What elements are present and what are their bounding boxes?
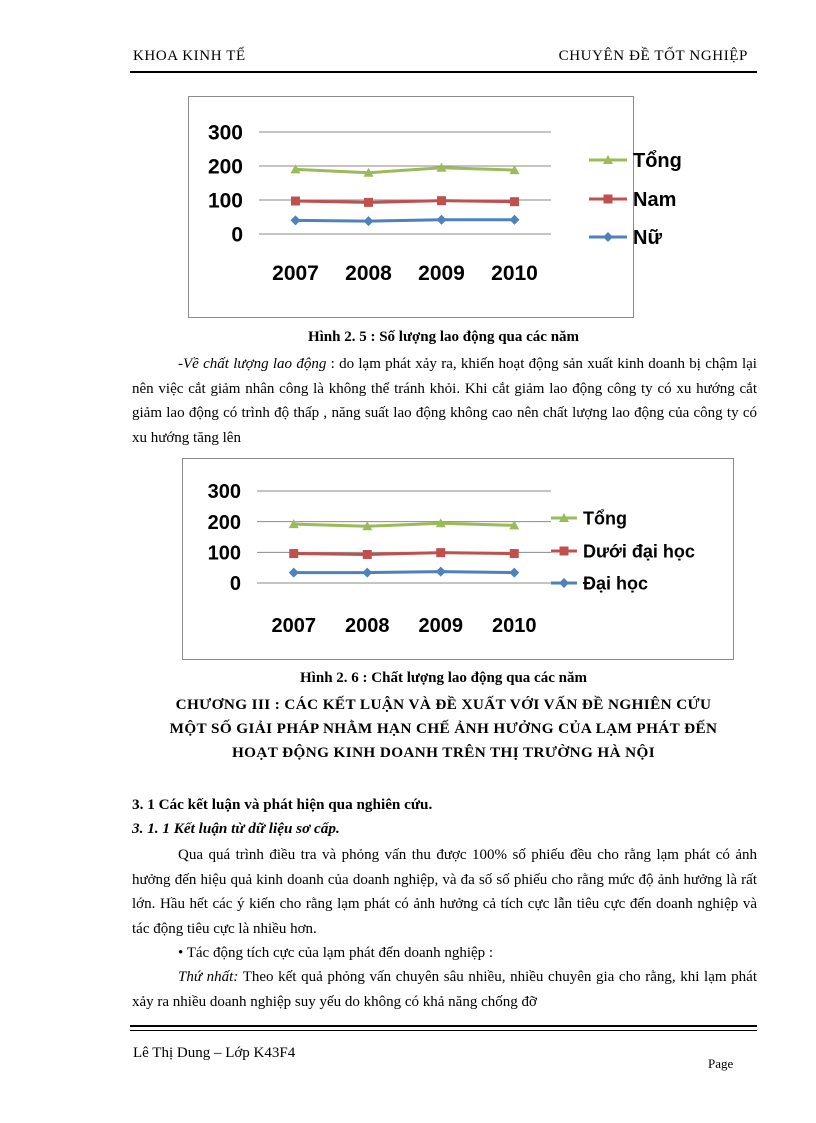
data-point <box>510 549 519 558</box>
x-tick-label: 2007 <box>272 262 319 285</box>
legend-label: Nam <box>633 189 677 212</box>
data-point <box>509 568 519 578</box>
paragraph-labor-quality <box>132 352 757 450</box>
section-heading-3-1: 3. 1 Các kết luận và phát hiện qua nghiên cứu. <box>132 796 433 813</box>
y-tick-label: 200 <box>207 511 241 534</box>
legend-marker <box>560 547 569 556</box>
y-tick-label: 0 <box>229 573 241 596</box>
legend-entry <box>589 150 682 172</box>
paragraph-first-point-lead: Thứ nhất: <box>178 969 239 985</box>
paragraph-labor-quality-lead: -Về chất lượng lao động <box>178 356 327 372</box>
chart-workforce-count <box>188 96 682 318</box>
legend-entry <box>589 189 676 211</box>
legend-label: Đại học <box>583 573 649 594</box>
footer-page-label: Page <box>708 1056 734 1071</box>
paragraph-primary-data: Qua quá trình điều tra và phỏng vấn thu được 100% số phiếu đều cho rằng lạm phát có ảnh hưởng đến hiệu quả kinh doanh của doanh nghiệp, và đa số số phiếu cho rằng mức độ ảnh hưởng là rất lớn. Hầu hết các ý kiến cho rằng lạm phát có ảnh hưởng cả tích cực lẫn tiêu cực đến doanh nghiệp và tác động tiêu cực là nhiều hơn. <box>132 847 757 937</box>
data-point <box>437 215 447 225</box>
header-left: KHOA KINH TẾ <box>133 48 246 64</box>
data-point <box>364 198 373 207</box>
series-line <box>294 572 515 573</box>
data-point <box>291 215 301 225</box>
section-heading-3-1-1: 3. 1. 1 Kết luận từ dữ liệu sơ cấp. <box>132 820 340 837</box>
series-line <box>294 553 515 555</box>
chart-workforce-count-svg <box>189 97 682 317</box>
legend-marker <box>604 195 613 204</box>
x-tick-label: 2007 <box>271 615 316 637</box>
figure-caption-2-5: Hình 2. 5 : Số lượng lao động qua các năm <box>307 329 580 345</box>
legend-entry <box>551 541 695 561</box>
legend-label: Tổng <box>633 150 682 173</box>
paragraph-labor-quality-text: : do lạm phát xảy ra, khiến hoạt động sản xuất kinh doanh bị chậm lại nên việc cắt giảm nhân công là không thể tránh khỏi. Khi cắt giảm lao động công ty có xu hướng cắt giảm lao động có trình độ thấp , năng suất lao động không cao nên chất lượng lao động của công ty có xu hướng tăng lên <box>132 356 757 446</box>
legend-label: Nữ <box>633 227 662 250</box>
series-line <box>296 201 515 203</box>
chart-workforce-quality-svg <box>183 459 733 659</box>
x-tick-label: 2010 <box>491 262 538 285</box>
x-tick-label: 2009 <box>418 615 463 637</box>
series-2 <box>289 567 520 578</box>
header-right: CHUYÊN ĐỀ TỐT NGHIỆP <box>558 48 748 64</box>
series-0 <box>291 163 520 177</box>
legend-entry <box>551 508 627 528</box>
bullet-positive-impact: • Tác động tích cực của lạm phát đến doanh nghiệp : <box>178 945 494 961</box>
series-2 <box>291 215 520 226</box>
paragraph-first-point <box>132 965 757 1014</box>
data-point <box>364 216 374 226</box>
data-point <box>362 568 372 578</box>
data-point <box>437 196 446 205</box>
legend-entry <box>589 227 662 249</box>
legend-label: Dưới đại học <box>583 541 695 562</box>
footer-rule-bottom <box>130 1030 757 1031</box>
data-point <box>510 197 519 206</box>
x-tick-label: 2010 <box>492 615 537 637</box>
y-tick-label: 100 <box>207 542 241 565</box>
legend-marker <box>603 232 613 242</box>
data-point <box>289 549 298 558</box>
y-tick-label: 300 <box>207 481 241 504</box>
y-tick-label: 200 <box>207 155 243 179</box>
data-point <box>363 550 372 559</box>
x-tick-label: 2009 <box>418 262 465 285</box>
x-tick-label: 2008 <box>345 615 390 637</box>
series-line <box>294 523 515 526</box>
footer-rule-top <box>130 1025 757 1027</box>
series-1 <box>291 196 519 207</box>
chart-workforce-quality <box>182 458 734 660</box>
chapter-title-line-1: CHƯƠNG III : CÁC KẾT LUẬN VÀ ĐỀ XUẤT VỚI VẤN ĐỀ NGHIÊN CỨU <box>175 696 712 713</box>
x-tick-label: 2008 <box>345 262 392 285</box>
data-point <box>436 567 446 577</box>
chapter-title-line-2: MỘT SỐ GIẢI PHÁP NHẰM HẠN CHẾ ẢNH HƯỞNG CỦA LẠM PHÁT ĐẾN <box>169 720 718 737</box>
chapter-title <box>130 693 757 765</box>
chapter-title-line-3: HOẠT ĐỘNG KINH DOANH TRÊN THỊ TRƯỜNG HÀ NỘI <box>231 744 656 761</box>
footer-author: Lê Thị Dung – Lớp K43F4 <box>133 1045 296 1061</box>
series-0 <box>289 518 520 530</box>
series-line <box>296 220 515 221</box>
data-point <box>510 215 520 225</box>
header-rule <box>130 71 757 73</box>
figure-caption-2-6: Hình 2. 6 : Chất lượng lao động qua các năm <box>300 670 587 686</box>
series-1 <box>289 548 519 559</box>
data-point <box>289 568 299 578</box>
y-tick-label: 300 <box>207 121 243 145</box>
data-point <box>436 548 445 557</box>
y-tick-label: 0 <box>231 223 243 247</box>
data-point <box>291 197 300 206</box>
paragraph-first-point-text: Theo kết quả phỏng vấn chuyên sâu nhiều, nhiều chuyên gia cho rằng, khi lạm phát xảy ra nhiều doanh nghiệp suy yếu do không có khả năng chống đỡ <box>132 969 758 1010</box>
y-tick-label: 100 <box>207 189 243 213</box>
legend-label: Tổng <box>583 508 627 529</box>
legend-entry <box>551 573 648 593</box>
series-line <box>296 168 515 173</box>
legend-marker <box>559 578 569 588</box>
